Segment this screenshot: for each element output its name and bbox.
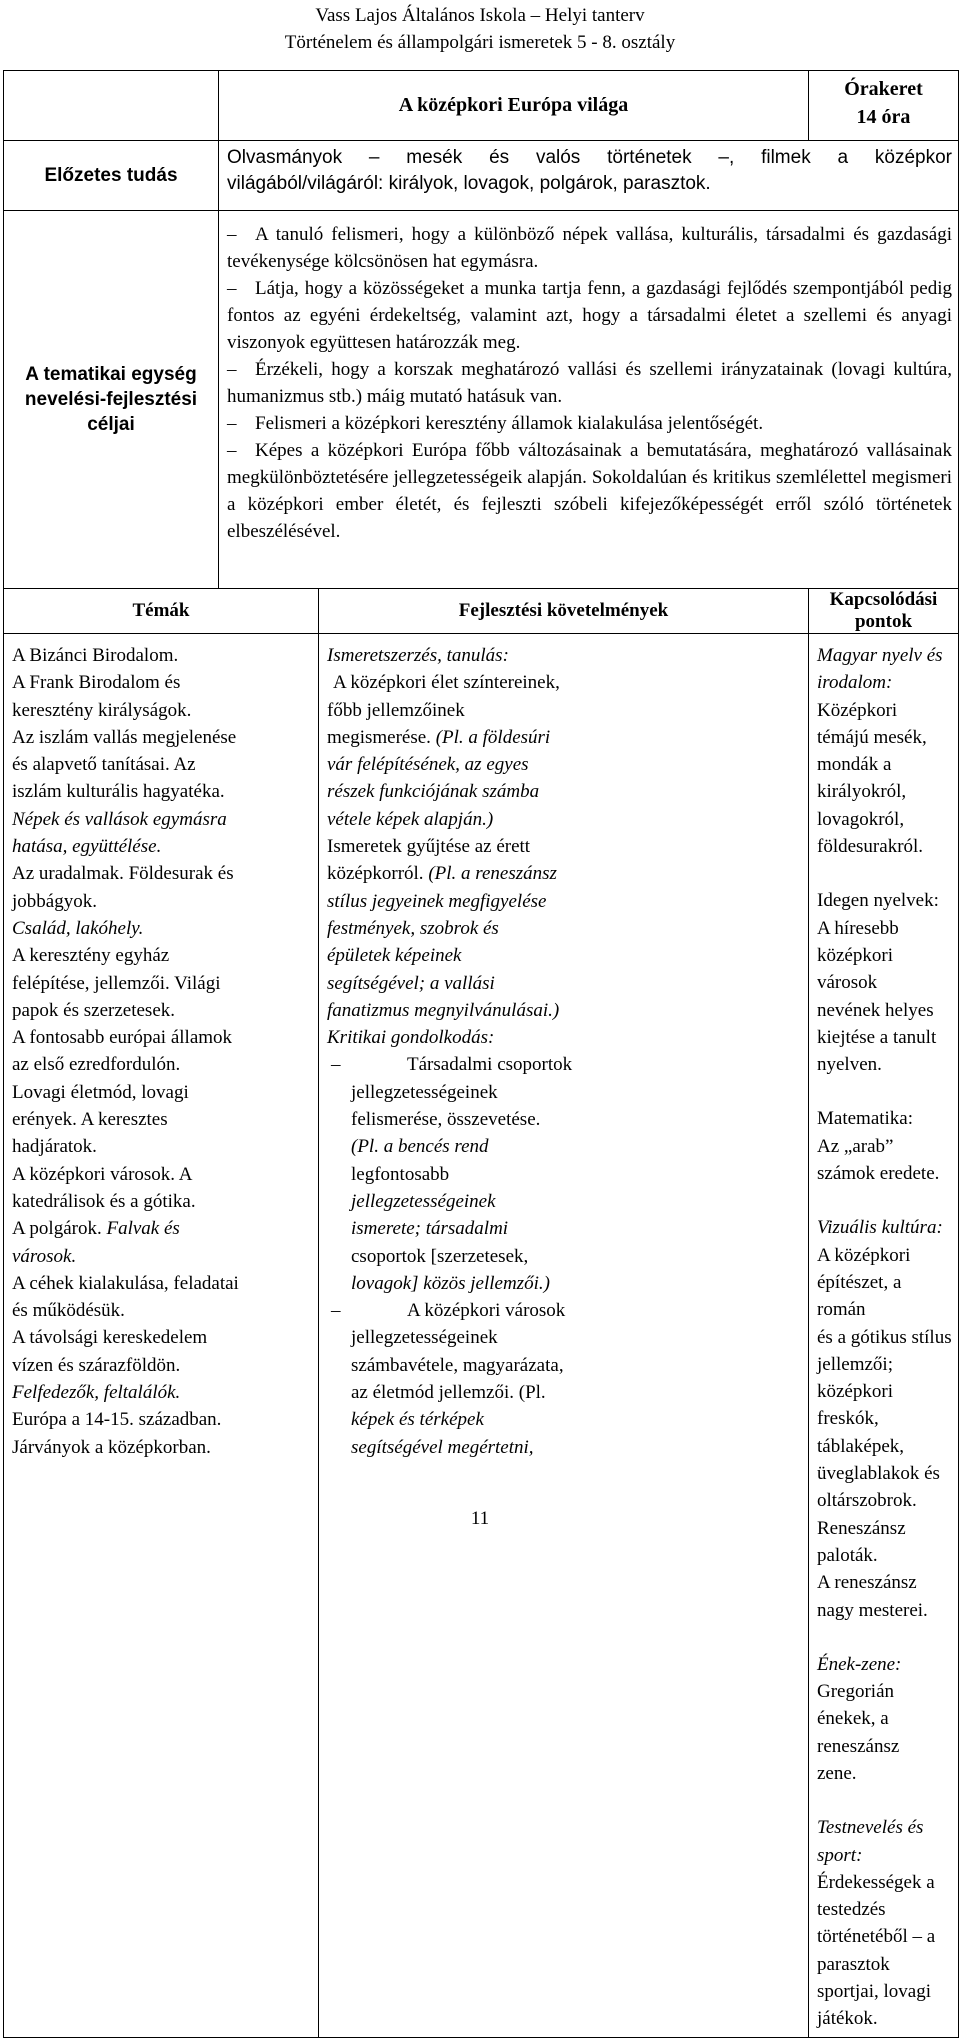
req-text: A középkori városok	[407, 1300, 566, 1322]
req-line: részek funkciójának számba	[327, 781, 540, 803]
connections-column	[809, 634, 959, 2038]
goal-item	[227, 437, 952, 545]
req-line: stílus jegyeinek megfigyelése	[327, 890, 547, 912]
prior-knowledge-line-2: világából/világáról: királyok, lovagok, polgárok, parasztok.	[227, 173, 711, 194]
connection-line: nyelven.	[817, 1054, 882, 1076]
unit-title: A középkori Európa világa	[219, 71, 809, 141]
theme-text: Falvak és	[106, 1218, 180, 1240]
connection-line: A reneszánsz nagy mesterei.	[817, 1572, 928, 1621]
req-line: segítségével; a vallási	[327, 972, 495, 994]
theme-line	[12, 1215, 312, 1242]
req-line: jellegzetességeinek	[351, 1190, 496, 1212]
req-line: (Pl. a bencés rend	[351, 1136, 489, 1158]
theme-line: katedrálisok és a gótika.	[12, 1190, 196, 1212]
req-line: ismerete; társadalmi	[351, 1218, 509, 1240]
dash-marker: –	[331, 1300, 341, 1322]
req-text: Társadalmi csoportok	[407, 1054, 573, 1076]
goal-item	[227, 410, 952, 437]
goal-text: Érzékeli, hogy a korszak meghatározó vallási és szellemi irányzatainak (lovagi kultúra, humanizmus stb.) máig mutató hatásuk van.	[227, 359, 952, 407]
connection-line: Középkori témájú mesék,	[817, 699, 927, 748]
theme-line: Európa a 14-15. században.	[12, 1409, 222, 1431]
req-dash-item	[327, 1297, 802, 1324]
theme-line: és működésük.	[12, 1300, 125, 1322]
theme-line: és alapvető tanításai. Az	[12, 754, 196, 776]
theme-line: Az iszlám vallás megjelenése	[12, 726, 237, 748]
req-line	[327, 860, 802, 887]
goal-text: A tanuló felismeri, hogy a különböző népek vallása, kulturális, társadalmi és gazdasági tevékenysége kölcsönösen hat egymásra.	[227, 224, 952, 272]
req-line: az életmód jellemzői. (Pl.	[351, 1382, 546, 1404]
column-header-requirements: Fejlesztési követelmények	[319, 589, 809, 634]
req-text: középkorról.	[327, 863, 424, 885]
req-line: vétele képek alapján.)	[327, 808, 494, 830]
req-line: jellegzetességeinek	[351, 1327, 498, 1349]
req-line: jellegzetességeinek	[351, 1081, 498, 1103]
connection-line: mondák a királyokról,	[817, 754, 907, 803]
theme-line: városok.	[12, 1245, 77, 1267]
document-header-school: Vass Lajos Általános Iskola – Helyi tanterv	[315, 5, 645, 26]
req-line: épületek képeinek	[327, 945, 462, 967]
goal-item	[227, 275, 952, 356]
connection-line: Gregorián énekek, a reneszánsz	[817, 1681, 900, 1757]
theme-line: felépítése, jellemzői. Világi	[12, 972, 221, 994]
theme-line: vízen és szárazföldön.	[12, 1354, 181, 1376]
theme-line: Járványok a középkorban.	[12, 1436, 211, 1458]
themes-column	[4, 634, 319, 2038]
goals-label-line-3: céljai	[87, 414, 135, 435]
goals-label	[4, 211, 219, 589]
connection-heading: Testnevelés és sport:	[817, 1817, 924, 1866]
prior-knowledge-label: Előzetes tudás	[4, 141, 219, 211]
goal-item	[227, 356, 952, 410]
req-text: (Pl. a reneszánsz	[428, 863, 557, 885]
req-line: vár felépítésének, az egyes	[327, 754, 529, 776]
goals-list	[219, 211, 959, 589]
req-line: főbb jellemzőinek	[327, 699, 465, 721]
req-line: legfontosabb	[351, 1163, 450, 1185]
curriculum-table	[3, 70, 959, 2038]
req-dash-item	[327, 1051, 802, 1078]
connection-line: középkori freskók, táblaképek,	[817, 1381, 905, 1457]
theme-line: A Bizánci Birodalom.	[12, 645, 179, 666]
requirements-column	[319, 634, 809, 2038]
prior-knowledge-text	[219, 141, 959, 211]
req-line: segítségével megértetni,	[351, 1436, 534, 1458]
dash-marker: –	[227, 359, 237, 380]
req-line: csoportok [szerzetesek,	[351, 1245, 529, 1267]
theme-line: A középkori városok. A	[12, 1163, 193, 1185]
goal-text: Látja, hogy a közösségeket a munka tartja fenn, a gazdasági fejlődés szempontjából pedig fontos az egyéni érdekeltség, valamint azt, hogy a társadalmi életet a szellemi és anyagi viszonyok együttesen határozzák meg.	[227, 278, 952, 353]
connection-line: Reneszánsz paloták.	[817, 1517, 906, 1566]
req-text: megismerése.	[327, 726, 431, 748]
theme-line: Lovagi életmód, lovagi	[12, 1081, 189, 1103]
req-line: képek és térképek	[351, 1409, 484, 1431]
empty-corner-cell	[4, 71, 219, 141]
theme-line: jobbágyok.	[12, 890, 97, 912]
goal-item	[227, 221, 952, 275]
req-line: festmények, szobrok és	[327, 917, 499, 939]
req-line: lovagok] közös jellemzői.)	[351, 1272, 550, 1294]
connection-line: és a gótikus stílus jellemzői;	[817, 1326, 952, 1375]
goal-text: Felismeri a középkori keresztény államok kialakulása jelentőségét.	[255, 413, 764, 434]
connection-line: Érdekességek a testedzés	[817, 1871, 935, 1921]
goals-label-line-2: nevelési-fejlesztési	[24, 389, 198, 410]
connection-heading: Idegen nyelvek:	[817, 890, 939, 912]
req-text: (Pl. a földesúri	[435, 726, 551, 748]
connection-heading: Matematika:	[817, 1108, 914, 1130]
column-header-themes: Témák	[4, 589, 319, 634]
goals-label-line-1: A tematikai egység	[25, 364, 197, 385]
theme-line: keresztény királyságok.	[12, 699, 192, 721]
dash-marker: –	[227, 440, 237, 461]
connection-heading: Magyar nyelv és irodalom:	[817, 645, 943, 694]
spacer	[817, 1078, 952, 1105]
goals-row	[4, 211, 959, 589]
theme-line: A keresztény egyház	[12, 945, 170, 967]
connection-line: sportjai, lovagi játékok.	[817, 1981, 931, 2030]
connection-heading: Vizuális kultúra:	[817, 1217, 943, 1239]
req-line: számbavétele, magyarázata,	[351, 1354, 564, 1376]
connection-line: lovagokról, földesurakról.	[817, 808, 924, 858]
theme-line: Népek és vallások egymásra	[12, 808, 227, 830]
theme-line: A fontosabb európai államok	[12, 1027, 233, 1049]
column-header-row	[4, 589, 959, 634]
theme-text: A polgárok.	[12, 1218, 102, 1240]
connection-line: Az „arab” számok eredete.	[817, 1135, 940, 1185]
spacer	[817, 1787, 952, 1814]
hour-frame-value: 14 óra	[856, 106, 911, 128]
document-header-subject: Történelem és állampolgári ismeretek 5 - 8. osztály	[284, 32, 676, 53]
hour-frame	[809, 71, 959, 141]
connection-line: zene.	[817, 1762, 857, 1784]
prior-knowledge-line-1: Olvasmányok – mesék és valós történetek –, filmek a középkor	[227, 147, 952, 168]
connection-line: nevének helyes kiejtése a tanult	[817, 999, 937, 1048]
spacer	[817, 1187, 952, 1214]
dash-marker: –	[227, 413, 237, 434]
spacer	[817, 860, 952, 887]
dash-marker: –	[227, 278, 237, 299]
spacer	[817, 1624, 952, 1651]
page-number: 11	[470, 1508, 490, 1529]
connection-line: üveglablakok és oltárszobrok.	[817, 1463, 940, 1512]
theme-line: erények. A keresztes	[12, 1109, 168, 1131]
theme-line: A céhek kialakulása, feladatai	[12, 1272, 239, 1294]
req-line: felismerése, összevetése.	[351, 1109, 541, 1131]
connection-line: A középkori építészet, a román	[817, 1244, 911, 1321]
dash-marker: –	[331, 1054, 341, 1076]
connection-heading: Ének-zene:	[817, 1653, 902, 1675]
theme-line: az első ezredfordulón.	[12, 1054, 181, 1076]
theme-line: Az uradalmak. Földesurak és	[12, 863, 234, 885]
req-line: fanatizmus megnyilvánulásai.)	[327, 999, 560, 1021]
title-row	[4, 71, 959, 141]
theme-line: hadjáratok.	[12, 1136, 97, 1158]
column-header-connections: Kapcsolódási pontok	[809, 589, 959, 634]
content-row	[4, 634, 959, 2038]
req-line: A középkori élet színtereinek,	[333, 672, 560, 694]
connection-line: A híresebb középkori városok	[817, 917, 899, 994]
theme-line: A Frank Birodalom és	[12, 672, 181, 694]
theme-line: hatása, együttélése.	[12, 836, 162, 858]
theme-line: papok és szerzetesek.	[12, 999, 176, 1021]
dash-marker: –	[227, 224, 237, 245]
prior-knowledge-row	[4, 141, 959, 211]
requirements-heading: Ismeretszerzés, tanulás:	[327, 645, 509, 666]
connection-line: történetéből – a parasztok	[817, 1926, 936, 1975]
req-line: Ismeretek gyűjtése az érett	[327, 836, 531, 858]
theme-line: iszlám kulturális hagyatéka.	[12, 781, 225, 803]
theme-line: Felfedezők, feltalálók.	[12, 1382, 181, 1404]
requirements-heading: Kritikai gondolkodás:	[327, 1027, 495, 1049]
goal-text: Képes a középkori Európa főbb változásainak a bemutatására, meghatározó vallásainak megkülönböztetésére jellegzetességeik alapján. Sokoldalúan és kritikus szemlélettel megismeri a középkori ember életét, és fejleszti szóbeli kifejezőképességét erről szóló történetek elbeszélésével.	[227, 440, 952, 542]
theme-line: Család, lakóhely.	[12, 917, 144, 939]
hour-frame-label: Órakeret	[844, 78, 923, 100]
req-line	[327, 724, 802, 751]
theme-line: A távolsági kereskedelem	[12, 1327, 208, 1349]
